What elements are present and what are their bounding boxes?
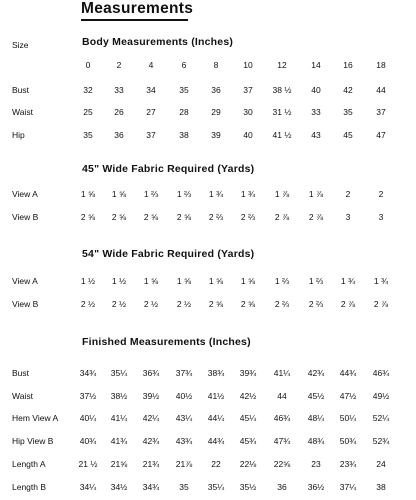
table-cell: 26 (114, 107, 124, 117)
table-cell: 40¾ (79, 436, 97, 446)
table-cell: 47 (376, 130, 386, 140)
table-cell: 1 ⅔ (143, 189, 159, 199)
table-cell: 48¼ (307, 413, 325, 423)
table-cell: 52¾ (372, 436, 390, 446)
table-cell: 45 (343, 130, 353, 140)
table-cell: 45½ (307, 391, 325, 401)
table-cell: 2 ⅞ (373, 299, 389, 309)
table-cell: 48¾ (307, 436, 325, 446)
table-cell: 44 (376, 85, 386, 95)
table-cell: 35 (343, 107, 353, 117)
table-cell: 41½ (207, 391, 225, 401)
row-label: Hem View A (12, 413, 59, 423)
table-cell: 36½ (307, 482, 325, 492)
table-cell: 2 ⅝ (143, 212, 159, 222)
table-cell: 41 ½ (272, 130, 292, 140)
row-label: Length B (12, 482, 47, 492)
table-cell: 2 ⅔ (274, 299, 290, 309)
table-cell: 44¼ (207, 413, 225, 423)
table-cell: 34¼ (79, 482, 97, 492)
table-cell: 38¾ (207, 368, 225, 378)
table-cell: 2 ½ (176, 299, 192, 309)
table-cell: 39¾ (239, 368, 257, 378)
table-cell: 36¾ (142, 368, 160, 378)
table-cell: 1 ¾ (240, 189, 256, 199)
table-cell: 2 ⅞ (308, 212, 324, 222)
table-cell: 37 (376, 107, 386, 117)
table-cell: 36 (211, 85, 221, 95)
table-cell: 37½ (79, 391, 97, 401)
section-heading: 54" Wide Fabric Required (Yards) (82, 248, 255, 260)
table-cell: 2 ⅝ (208, 299, 224, 309)
size-header-cell: 6 (181, 60, 187, 70)
table-cell: 40½ (175, 391, 193, 401)
size-header-cell: 18 (376, 60, 386, 70)
row-label: Bust (12, 368, 30, 378)
table-cell: 2 ⅞ (274, 212, 290, 222)
table-cell: 21⅝ (110, 459, 128, 469)
table-cell: 27 (146, 107, 156, 117)
table-cell: 33 (311, 107, 321, 117)
table-cell: 22⅛ (239, 459, 257, 469)
table-cell: 42¼ (142, 413, 160, 423)
table-cell: 50¾ (339, 436, 357, 446)
size-header-cell: 16 (343, 60, 353, 70)
table-cell: 25 (83, 107, 93, 117)
table-cell: 36 (277, 482, 287, 492)
table-cell: 3 (378, 212, 384, 222)
row-label: Bust (12, 85, 30, 95)
table-cell: 40 (243, 130, 253, 140)
size-header-cell: 2 (116, 60, 122, 70)
table-cell: 33 (114, 85, 124, 95)
table-cell: 2 ⅝ (240, 299, 256, 309)
table-cell: 24 (376, 459, 386, 469)
table-cell: 35¼ (207, 482, 225, 492)
table-cell: 49½ (372, 391, 390, 401)
table-cell: 44 (277, 391, 287, 401)
table-cell: 2 ⅔ (208, 212, 224, 222)
table-cell: 1 ⅝ (80, 189, 96, 199)
table-cell: 2 ⅔ (308, 299, 324, 309)
table-cell: 37¾ (175, 368, 193, 378)
table-cell: 47½ (339, 391, 357, 401)
size-header-cell: 8 (213, 60, 219, 70)
row-label: Waist (12, 107, 33, 117)
table-cell: 37¼ (339, 482, 357, 492)
table-cell: 42¾ (142, 436, 160, 446)
table-cell: 1 ¾ (208, 189, 224, 199)
table-cell: 32 (83, 85, 93, 95)
table-cell: 35 (179, 85, 189, 95)
size-label: Size (12, 40, 29, 50)
table-cell: 39½ (142, 391, 160, 401)
table-cell: 43¼ (175, 413, 193, 423)
table-cell: 41¼ (110, 413, 128, 423)
table-cell: 2 (345, 189, 351, 199)
table-cell: 50¼ (339, 413, 357, 423)
table-cell: 39 (211, 130, 221, 140)
table-cell: 34 (146, 85, 156, 95)
row-label: View A (12, 276, 38, 286)
section-heading: 45" Wide Fabric Required (Yards) (82, 163, 255, 175)
table-cell: 42½ (239, 391, 257, 401)
table-cell: 35 (179, 482, 189, 492)
table-cell: 21¾ (142, 459, 160, 469)
table-cell: 45¾ (239, 436, 257, 446)
table-cell: 22 (211, 459, 221, 469)
table-cell: 2 ⅝ (80, 212, 96, 222)
table-cell: 41¾ (110, 436, 128, 446)
table-cell: 45¼ (239, 413, 257, 423)
table-cell: 29 (211, 107, 221, 117)
table-cell: 1 ½ (111, 276, 127, 286)
table-cell: 1 ⅝ (111, 189, 127, 199)
table-cell: 21⅞ (175, 459, 193, 469)
table-cell: 31 ½ (272, 107, 292, 117)
table-cell: 38 (179, 130, 189, 140)
size-header-cell: 10 (243, 60, 253, 70)
table-cell: 1 ⅔ (274, 276, 290, 286)
row-label: View B (12, 299, 39, 309)
table-cell: 1 ⅔ (308, 276, 324, 286)
table-cell: 43 (311, 130, 321, 140)
table-cell: 2 ⅞ (340, 299, 356, 309)
table-cell: 37 (243, 85, 253, 95)
table-cell: 28 (179, 107, 189, 117)
table-cell: 46¾ (372, 368, 390, 378)
table-cell: 38 ½ (272, 85, 292, 95)
title-underline (81, 19, 188, 21)
table-cell: 1 ⅝ (208, 276, 224, 286)
table-cell: 37 (146, 130, 156, 140)
table-cell: 22⅝ (273, 459, 291, 469)
table-cell: 44¾ (339, 368, 357, 378)
size-header-cell: 12 (277, 60, 287, 70)
table-cell: 43¾ (175, 436, 193, 446)
table-cell: 2 ½ (111, 299, 127, 309)
table-cell: 36 (114, 130, 124, 140)
table-cell: 1 ⅔ (176, 189, 192, 199)
table-cell: 46¾ (273, 413, 291, 423)
table-cell: 2 ½ (143, 299, 159, 309)
row-label: Hip View B (12, 436, 54, 446)
table-cell: 2 ½ (80, 299, 96, 309)
page-title: Measurements (81, 0, 194, 17)
table-cell: 40 (311, 85, 321, 95)
section-heading: Finished Measurements (Inches) (82, 336, 251, 348)
table-cell: 1 ¾ (373, 276, 389, 286)
table-cell: 42 (343, 85, 353, 95)
table-cell: 1 ⅝ (176, 276, 192, 286)
table-cell: 35½ (239, 482, 257, 492)
table-cell: 3 (345, 212, 351, 222)
size-header-cell: 0 (85, 60, 91, 70)
table-cell: 52¼ (372, 413, 390, 423)
table-cell: 44¾ (207, 436, 225, 446)
table-cell: 1 ¾ (340, 276, 356, 286)
table-cell: 47¾ (273, 436, 291, 446)
row-label: Length A (12, 459, 46, 469)
table-cell: 35 (83, 130, 93, 140)
table-cell: 38 (376, 482, 386, 492)
section-heading: Body Measurements (Inches) (82, 36, 234, 48)
size-header-cell: 4 (148, 60, 154, 70)
row-label: Waist (12, 391, 33, 401)
row-label: View B (12, 212, 39, 222)
table-cell: 30 (243, 107, 253, 117)
table-cell: 40¼ (79, 413, 97, 423)
table-cell: 41¼ (273, 368, 291, 378)
table-cell: 1 ⅞ (308, 189, 324, 199)
table-cell: 2 ⅝ (176, 212, 192, 222)
table-cell: 34¾ (142, 482, 160, 492)
table-cell: 34½ (110, 482, 128, 492)
table-cell: 23 (311, 459, 321, 469)
table-cell: 21 ½ (78, 459, 98, 469)
table-cell: 2 ⅝ (111, 212, 127, 222)
row-label: View A (12, 189, 38, 199)
table-cell: 2 (378, 189, 384, 199)
row-label: Hip (12, 130, 25, 140)
table-cell: 1 ⅝ (143, 276, 159, 286)
table-cell: 1 ⅞ (274, 189, 290, 199)
size-header-cell: 14 (311, 60, 321, 70)
table-cell: 1 ⅝ (240, 276, 256, 286)
table-cell: 35¼ (110, 368, 128, 378)
table-cell: 38½ (110, 391, 128, 401)
table-cell: 34¾ (79, 368, 97, 378)
table-cell: 42¾ (307, 368, 325, 378)
table-cell: 2 ⅔ (240, 212, 256, 222)
table-cell: 1 ½ (80, 276, 96, 286)
table-cell: 23¾ (339, 459, 357, 469)
